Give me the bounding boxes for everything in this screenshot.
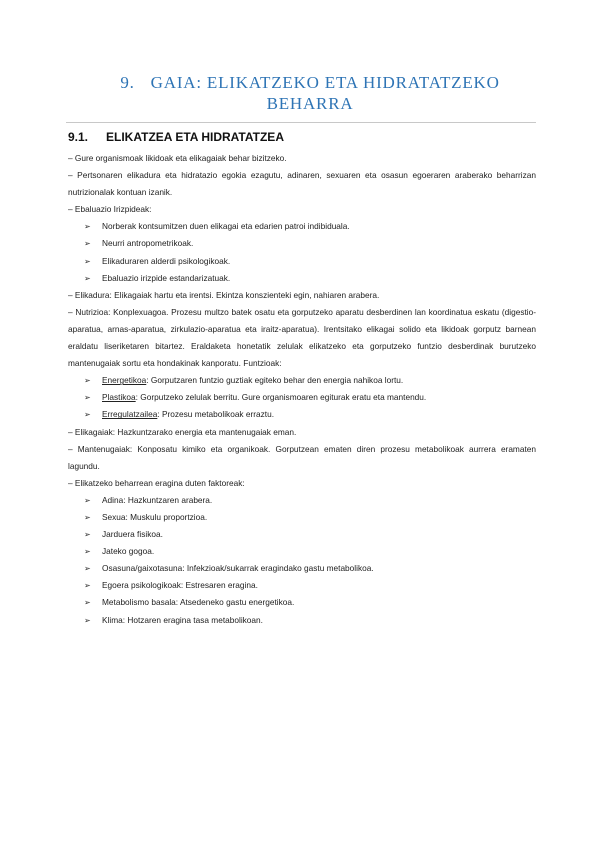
chapter-title-line2: BEHARRA [266, 94, 354, 113]
bullet-item [68, 406, 536, 423]
bullet-text: Jateko gogoa. [102, 546, 155, 557]
arrow-bullet-icon: ➢ [84, 547, 91, 557]
bullet-item [68, 492, 536, 509]
bullet-item [68, 253, 536, 270]
arrow-bullet-icon: ➢ [84, 598, 91, 608]
bullet-item [68, 389, 536, 406]
paragraph: – Nutrizioa: Konplexuagoa. Prozesu multzo batek osatu eta gorputzeko aparatu desberdinen lan koordinatua eskatu (digestio-aparatua, arnas-aparatua, zirkulazio-aparatua eta iraitz-aparatua). Irentsitako elikagai solido eta likidoak gorputz barnean eraldatu liseriketaren bitartez. Eraldaketa honetatik zelulak elikatzeko eta gorputzeko funtzio desberdinak burutzeko mantenugaiak sortu eta hondakinak kanporatu. Funtzioak: [68, 306, 536, 369]
bullet-text: Neurri antropometrikoak. [102, 238, 194, 249]
paragraph: – Elikatzeko beharrean eragina duten faktoreak: [68, 477, 245, 488]
paragraph: – Elikadura: Elikagaiak hartu eta irentsi. Ekintza konszienteki egin, nahiaren arabera. [68, 289, 380, 300]
bullet-text: : Gorputzeko zelulak berritu. Gure organismoaren egiturak eratu eta mantendu. [135, 392, 427, 403]
paragraph: – Gure organismoak likidoak eta elikagaiak behar bizitzeko. [68, 153, 287, 163]
bullet-text: Adina: Hazkuntzaren arabera. [102, 494, 213, 505]
bullet-text: Egoera psikologikoak: Estresaren eragina. [102, 580, 258, 591]
arrow-bullet-icon: ➢ [84, 581, 91, 591]
paragraph: – Elikagaiak: Hazkuntzarako energia eta mantenugaiak eman. [68, 426, 297, 437]
arrow-bullet-icon: ➢ [84, 222, 91, 232]
paragraph: – Ebaluazio Irizpideak: [68, 204, 152, 215]
bullet-item [68, 612, 536, 629]
bullet-text: Ebaluazio irizpide estandarizatuak. [102, 272, 231, 283]
chapter-title [70, 72, 550, 114]
bullet-text: Osasuna/gaixotasuna: Infekzioak/sukarrak eragindako gastu metabolikoa. [102, 563, 374, 574]
chapter-number: 9. [120, 73, 135, 92]
bullet-item [68, 577, 536, 594]
bullet-term: Erregulatzailea [102, 409, 158, 420]
paragraph: – Pertsonaren elikadura eta hidratazio egokia ezagutu, adinaren, sexuaren eta osasun egoeraren araberako beharrizan nutrizionalak kontuan izanik. [68, 170, 536, 198]
paragraph: – Mantenugaiak: Konposatu kimiko eta organikoak. Gorputzean ematen diren prozesu metabolikoak aurrera eramaten lagundu. [68, 443, 536, 471]
bullet-term: Plastikoa [102, 392, 136, 403]
arrow-bullet-icon: ➢ [84, 410, 91, 420]
bullet-item [68, 372, 536, 389]
bullet-item [68, 526, 536, 543]
section-number: 9.1. [68, 130, 89, 144]
bullet-item [68, 270, 536, 287]
arrow-bullet-icon: ➢ [84, 495, 91, 505]
section-heading [68, 130, 284, 144]
bullet-text: Elikaduraren alderdi psikologikoak. [102, 255, 231, 266]
bullet-text: Jarduera fisikoa. [102, 529, 163, 540]
bullet-term: Energetikoa [102, 375, 147, 386]
arrow-bullet-icon: ➢ [84, 512, 91, 522]
arrow-bullet-icon: ➢ [84, 256, 91, 266]
arrow-bullet-icon: ➢ [84, 530, 91, 540]
bullet-text: Sexua: Muskulu proportzioa. [102, 511, 208, 522]
bullet-item [68, 509, 536, 526]
section-title: ELIKATZEA ETA HIDRATATZEA [106, 130, 284, 144]
arrow-bullet-icon: ➢ [84, 239, 91, 249]
bullet-item [68, 235, 536, 252]
chapter-title-line1: GAIA: ELIKATZEKO ETA HIDRATATZEKO [150, 73, 500, 92]
arrow-bullet-icon: ➢ [84, 615, 91, 625]
bullet-text: Klima: Hotzaren eragina tasa metabolikoan. [102, 614, 263, 625]
bullet-text: Metabolismo basala: Atsedeneko gastu energetikoa. [102, 597, 295, 608]
document-body [68, 150, 536, 629]
bullet-item [68, 218, 536, 235]
bullet-item [68, 594, 536, 611]
arrow-bullet-icon: ➢ [84, 564, 91, 574]
bullet-item [68, 543, 536, 560]
title-divider [66, 122, 536, 123]
bullet-text: : Prozesu metabolikoak erraztu. [157, 409, 275, 420]
bullet-item [68, 560, 536, 577]
arrow-bullet-icon: ➢ [84, 393, 91, 403]
arrow-bullet-icon: ➢ [84, 273, 91, 283]
bullet-text: : Gorputzaren funtzio guztiak egiteko behar den energia nahikoa lortu. [146, 375, 404, 386]
bullet-text: Norberak kontsumitzen duen elikagai eta edarien patroi indibiduala. [102, 221, 350, 232]
arrow-bullet-icon: ➢ [84, 376, 91, 386]
